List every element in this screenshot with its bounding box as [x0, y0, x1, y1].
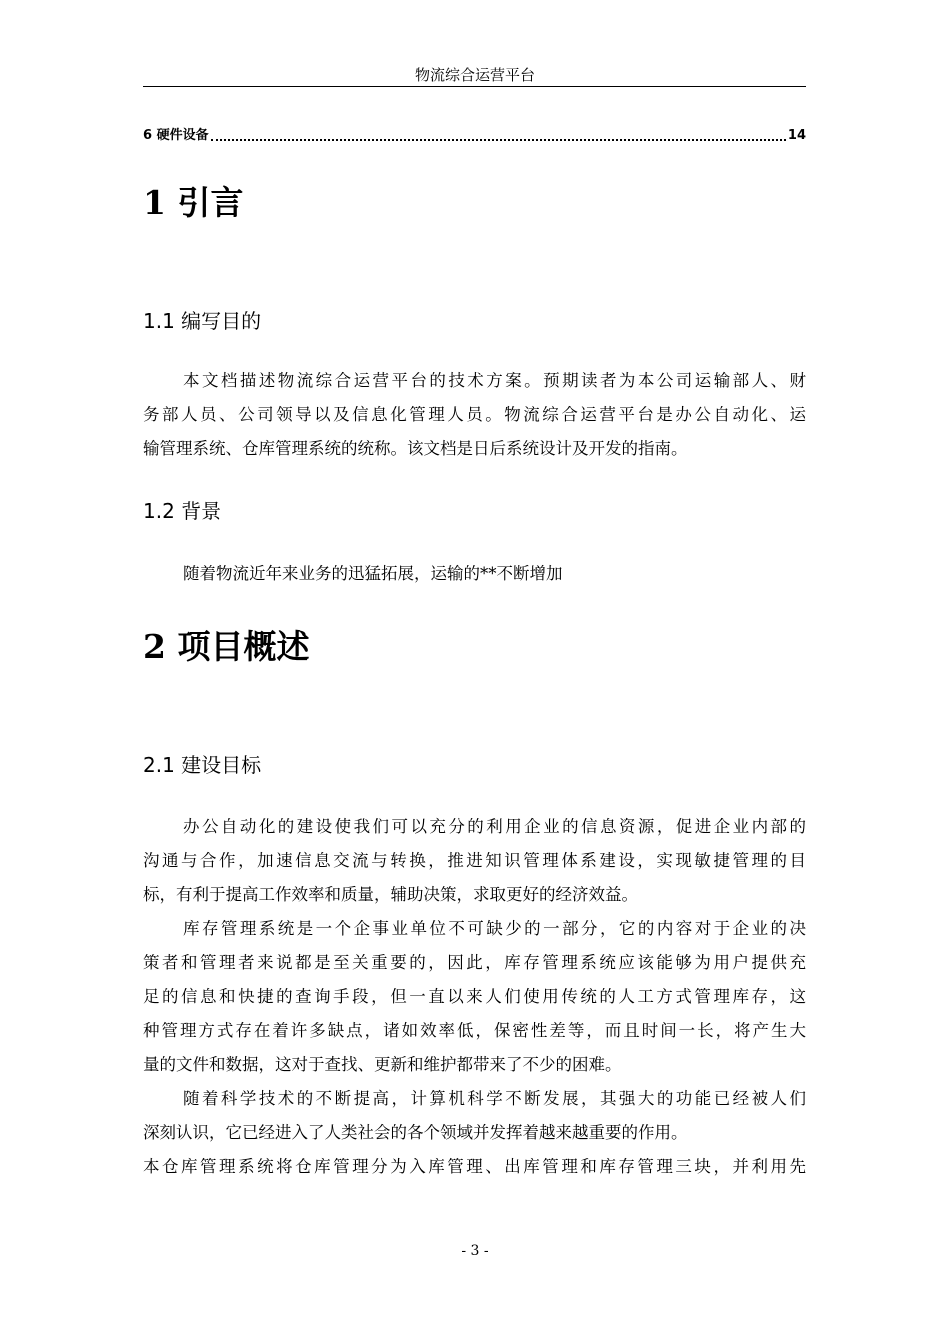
paragraph-line: 输管理系统、仓库管理系统的统称。该文档是日后系统设计及开发的指南。: [143, 439, 688, 458]
paragraph-line: 本文档描述物流综合运营平台的技术方案。预期读者为本公司运输部人、财: [183, 371, 806, 390]
paragraph-line: 种管理方式存在着许多缺点，诸如效率低，保密性差等，而且时间一长，将产生大: [143, 1021, 806, 1040]
page-number: - 3 -: [461, 1243, 489, 1259]
paragraph-line: 标，有利于提高工作效率和质量，辅助决策，求取更好的经济效益。: [143, 885, 638, 904]
paragraph-2-1-b: [143, 912, 806, 1082]
heading-2: 2 项目概述: [143, 627, 310, 666]
paragraph-line: 随着物流近年来业务的迅猛拓展，运输的**不断增加: [183, 564, 563, 583]
paragraph-line: 随着科学技术的不断提高，计算机科学不断发展，其强大的功能已经被人们: [183, 1089, 806, 1108]
heading-1-2: 1.2 背景: [143, 499, 222, 523]
paragraph-1-2: [143, 557, 806, 591]
toc-entry-page: 14: [787, 128, 806, 143]
toc-entry-label: 6 硬件设备: [143, 128, 209, 143]
heading-2-1: 2.1 建设目标: [143, 753, 262, 777]
toc-entry[interactable]: [143, 127, 806, 145]
paragraph-line: 沟通与合作，加速信息交流与转换，推进知识管理体系建设，实现敏捷管理的目: [143, 851, 806, 870]
paragraph-1-1: [143, 364, 806, 466]
paragraph-line: 量的文件和数据，这对于查找、更新和维护都带来了不少的困难。: [143, 1055, 622, 1074]
paragraph-line: 足的信息和快捷的查询手段，但一直以来人们使用传统的人工方式管理库存，这: [143, 987, 806, 1006]
paragraph-line: 办公自动化的建设使我们可以充分的利用企业的信息资源，促进企业内部的: [183, 817, 806, 836]
header-title: 物流综合运营平台: [414, 66, 535, 84]
heading-1-1: 1.1 编写目的: [143, 309, 262, 333]
paragraph-line: 策者和管理者来说都是至关重要的，因此，库存管理系统应该能够为用户提供充: [143, 953, 806, 972]
toc-leader: [211, 139, 786, 141]
paragraph-line: 务部人员、公司领导以及信息化管理人员。物流综合运营平台是办公自动化、运: [143, 405, 806, 424]
header-rule: [143, 86, 806, 87]
paragraph-line: 本仓库管理系统将仓库管理分为入库管理、出库管理和库存管理三块，并利用先: [143, 1157, 806, 1176]
paragraph-line: 深刻认识，它已经进入了人类社会的各个领域并发挥着越来越重要的作用。: [143, 1123, 688, 1142]
paragraph-line: 库存管理系统是一个企事业单位不可缺少的一部分，它的内容对于企业的决: [183, 919, 806, 938]
paragraph-2-1-c: [143, 1082, 806, 1184]
paragraph-2-1-a: [143, 810, 806, 912]
heading-1: 1 引言: [143, 183, 244, 222]
